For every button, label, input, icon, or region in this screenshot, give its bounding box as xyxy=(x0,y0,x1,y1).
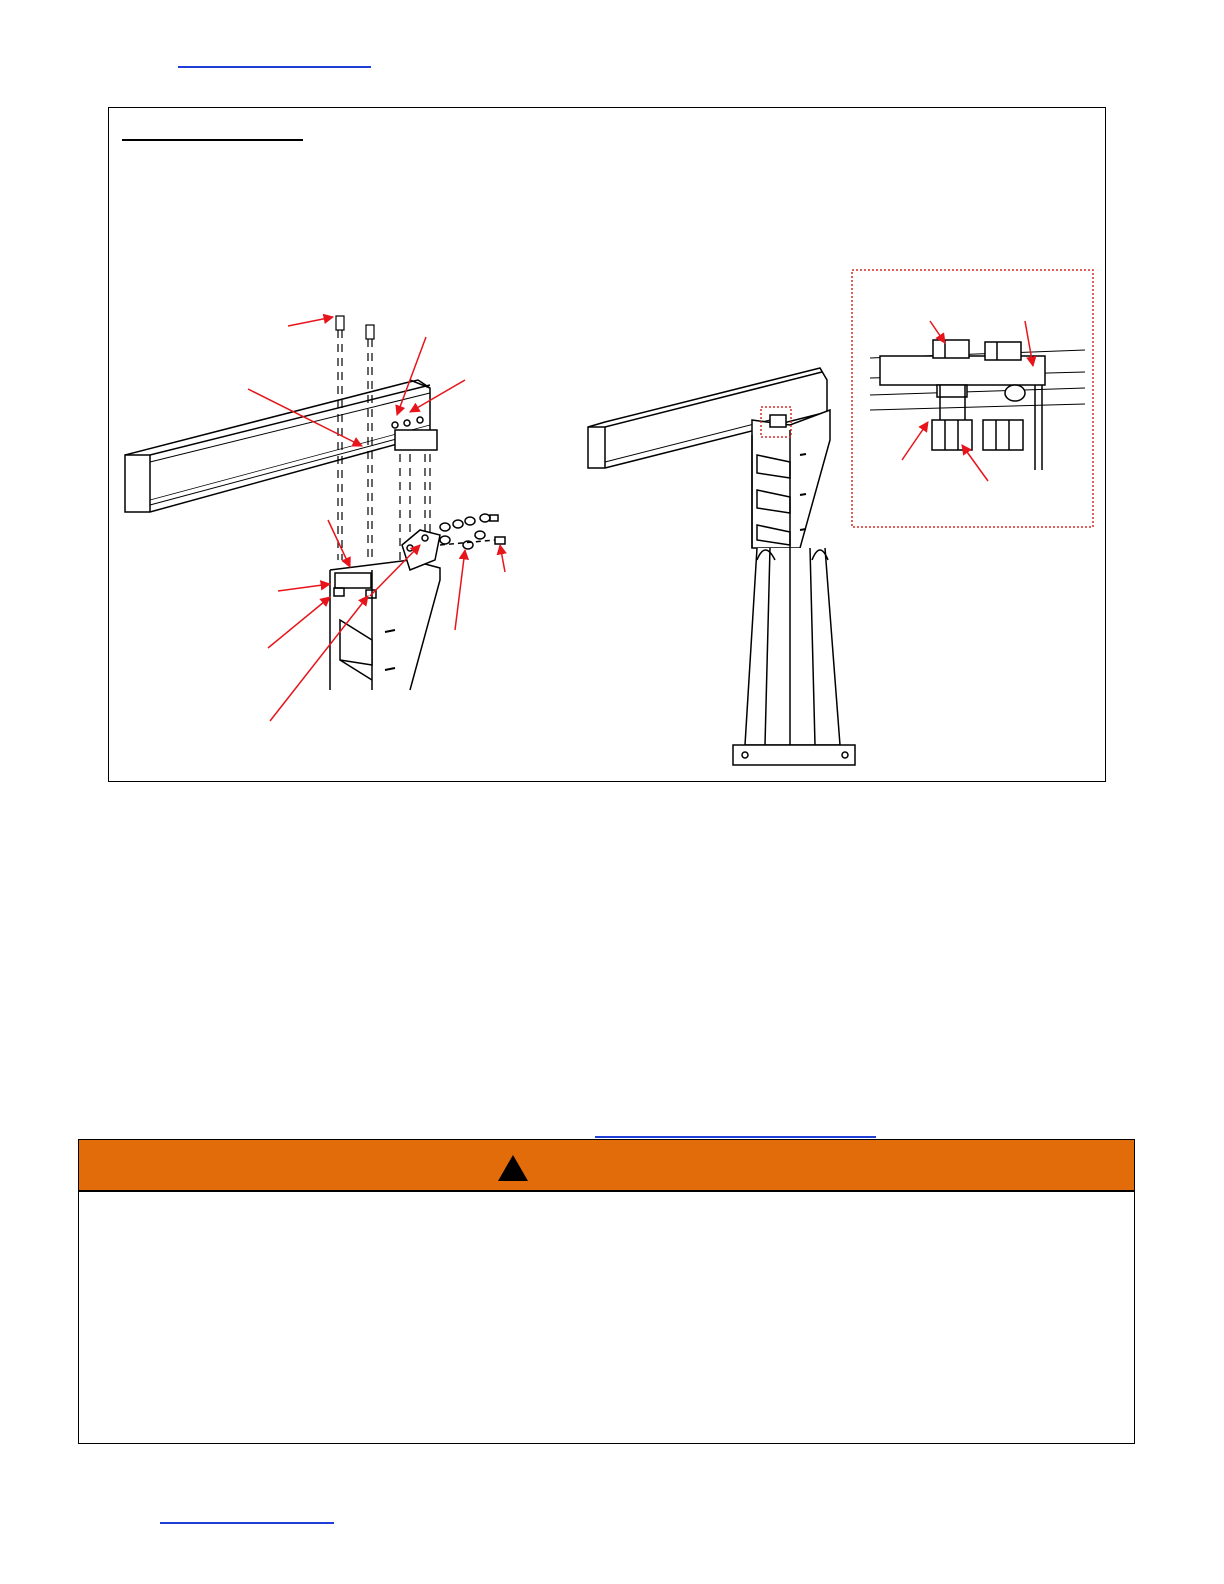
side-bolts xyxy=(440,514,505,549)
warning-box xyxy=(78,1139,1135,1444)
warning-header xyxy=(79,1140,1134,1192)
beam xyxy=(125,380,430,512)
callout-arrows-left xyxy=(248,317,505,721)
assembly-figure xyxy=(108,107,1106,782)
post-upper xyxy=(330,530,440,690)
header-link-underline[interactable] xyxy=(178,66,371,68)
fastener-detail-view xyxy=(870,340,1085,470)
assembled-post-view xyxy=(588,368,855,765)
assembled-post xyxy=(733,410,855,765)
warning-triangle-icon xyxy=(497,1154,529,1182)
detail-view-border xyxy=(852,270,1093,527)
exploded-assembly-view xyxy=(125,316,505,690)
reference-link-underline[interactable] xyxy=(595,1136,876,1138)
footer-link-underline[interactable] xyxy=(160,1522,334,1524)
